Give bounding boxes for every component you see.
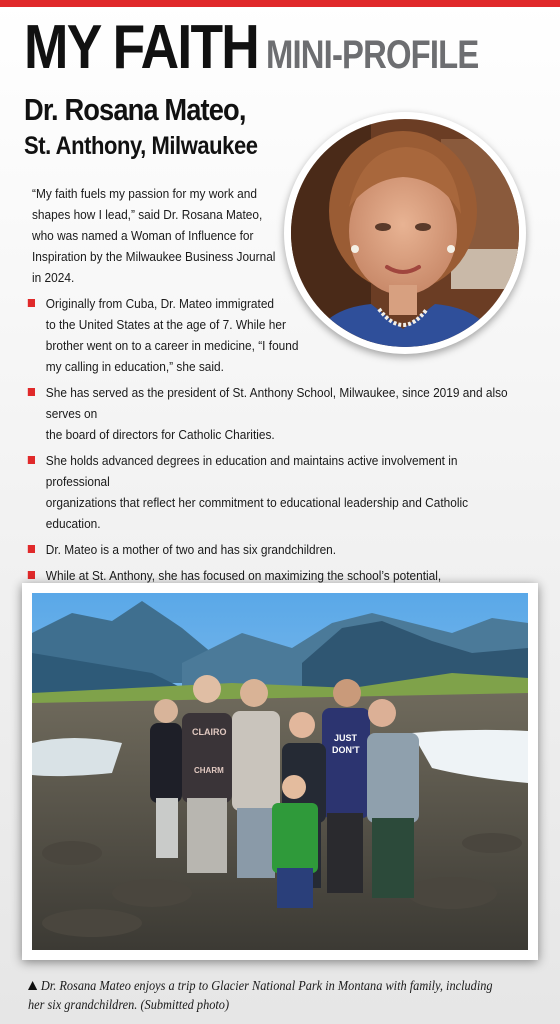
bullet-item <box>26 293 512 377</box>
bullet-square-icon <box>28 545 35 553</box>
photo-caption <box>28 976 543 1014</box>
section-title: MY FAITH <box>24 13 259 82</box>
accent-bar <box>0 0 560 7</box>
bullet-square-icon <box>28 299 35 307</box>
family-photo <box>22 583 538 960</box>
quote-line: shapes how I lead,” said Dr. Rosana Mateo, <box>32 207 263 222</box>
quote-line: “My faith fuels my passion for my work and <box>32 186 257 201</box>
masthead <box>24 12 525 82</box>
bullet-line: Originally from Cuba, Dr. Mateo immigrated <box>45 296 275 311</box>
bullet-item <box>26 382 512 445</box>
bullet-line: She holds advanced degrees in education and maintains active involvement in professional <box>45 453 458 489</box>
bullet-line: to the United States at the age of 7. While her <box>45 317 286 332</box>
section-subtitle: MINI-PROFILE <box>266 33 479 77</box>
bullet-square-icon <box>28 456 35 464</box>
bullet-line: While at St. Anthony, she has focused on maximizing the school’s potential, <box>45 568 442 583</box>
quote-line: Inspiration by the Milwaukee Business Journal <box>32 249 276 264</box>
profile-name: Dr. Rosana Mateo, <box>24 92 246 127</box>
bullet-item <box>26 539 512 560</box>
bullet-line: Dr. Mateo is a mother of two and has six grandchildren. <box>45 542 337 557</box>
quote-line: who was named a Woman of Influence for <box>32 228 254 243</box>
shirt-text: JUST <box>334 733 358 743</box>
bullet-line: brother went on to a career in medicine, “I found <box>45 338 299 353</box>
bullet-item <box>26 450 512 534</box>
profile-quote <box>32 183 282 288</box>
caption-triangle-icon <box>28 981 37 990</box>
profile-parish: St. Anthony, Milwaukee <box>24 132 258 160</box>
family-photo-image <box>32 593 528 950</box>
bullet-square-icon <box>28 571 35 579</box>
quote-line: in 2024. <box>32 270 75 285</box>
shirt-text: CLAIRO <box>192 727 227 737</box>
bullet-square-icon <box>28 388 35 396</box>
bullet-line: my calling in education,” she said. <box>45 359 224 374</box>
bullet-line: organizations that reflect her commitment to educational leadership and Catholic education. <box>45 495 469 531</box>
caption-line-1: Dr. Rosana Mateo enjoys a trip to Glacier National Park in Montana with family, including <box>40 978 493 993</box>
shirt-text: CHARM <box>194 766 224 775</box>
bullet-line: She has served as the president of St. Anthony School, Milwaukee, since 2019 and also serves on <box>45 385 508 421</box>
caption-line <box>28 976 543 995</box>
shirt-text: DON'T <box>332 745 360 755</box>
caption-line-2: her six grandchildren. (Submitted photo) <box>28 997 230 1012</box>
bullet-line: the board of directors for Catholic Charities. <box>45 427 275 442</box>
